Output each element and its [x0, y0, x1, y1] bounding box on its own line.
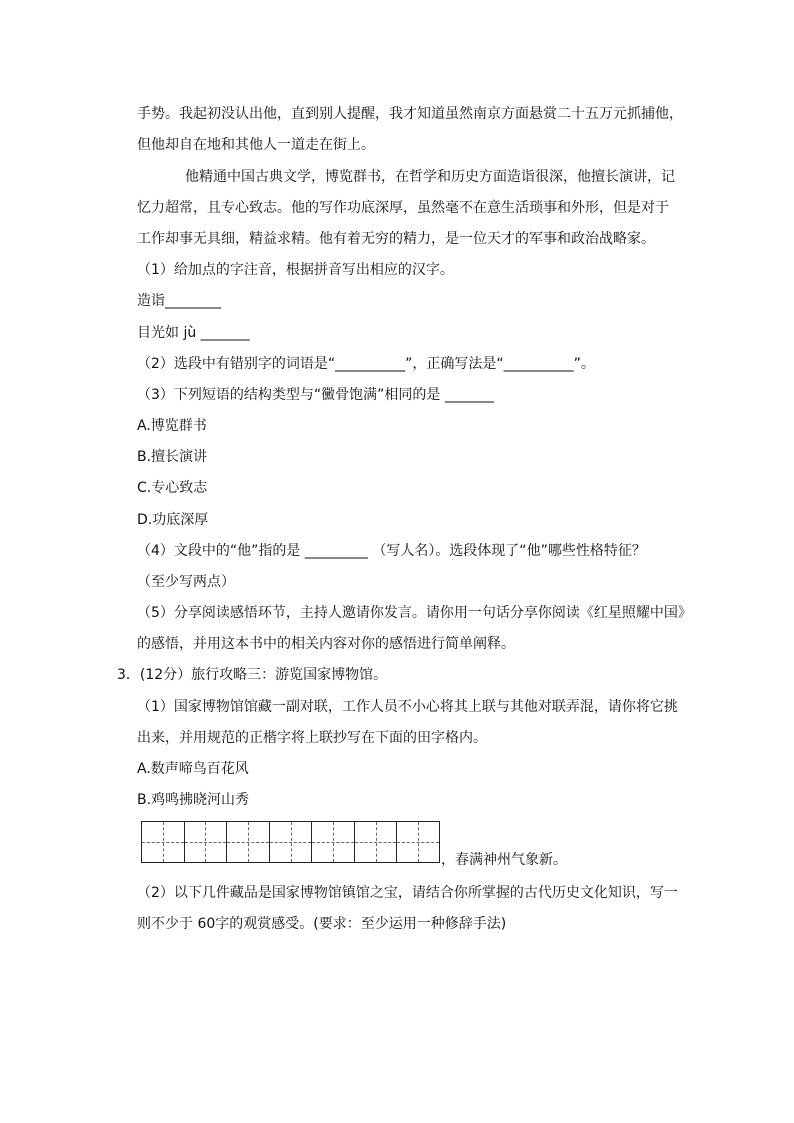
- passage-line: 手势。我起初没认出他，直到别人提醒，我才知道虽然南京方面悬赏二十五万元抓捕他，: [137, 106, 683, 122]
- sub-question-1: （1）国家博物馆馆藏一副对联，工作人员不小心将其上联与其他对联弄混，请你将它挑: [137, 699, 678, 715]
- sub-question-4: （4）文段中的“他”指的是 _________ （写人名）。选段体现了“他”哪些性格特征？: [137, 543, 646, 559]
- grid-cell[interactable]: [227, 822, 270, 862]
- fill-blank-item: 造诣________: [137, 293, 221, 309]
- sub-question-1-cont: 出来，并用规范的正楷字将上联抄写在下面的田字格内。: [137, 730, 487, 746]
- grid-cell[interactable]: [312, 822, 355, 862]
- sub-question-3: （3）下列短语的结构类型与“黴骨饱满”相同的是 _______: [137, 387, 494, 403]
- option-a: A.数声啼鸟百花风: [137, 761, 249, 777]
- option-b: B.擅长演讲: [137, 449, 208, 465]
- option-b: B.鸡鸣拂晓河山秀: [137, 792, 250, 808]
- grid-cell[interactable]: [185, 822, 228, 862]
- sub-question-2: （2）选段中有错别字的词语是“__________”，正确写法是“__________”。: [137, 356, 595, 372]
- option-d: D.功底深厚: [137, 512, 209, 528]
- passage-line: 但他却自在地和其他人一道走在街上。: [137, 137, 375, 153]
- option-a: A.博览群书: [137, 418, 207, 434]
- tianzige-writing-grid[interactable]: [141, 821, 440, 863]
- sub-question-2-cont: 则不少于 60字的观赏感受。(要求：至少运用一种修辞手法): [137, 916, 507, 932]
- question-heading: 3．(12分）旅行攻略三：游览国家博物馆。: [117, 667, 388, 683]
- passage-line: 他精通中国古典文学，博览群书，在哲学和历史方面造诣很深，他擅长演讲，记: [185, 169, 675, 185]
- grid-cell[interactable]: [355, 822, 398, 862]
- passage-line: 工作却事无具细，精益求精。他有着无穷的精力，是一位天才的军事和政治战略家。: [137, 231, 655, 247]
- sub-question-2: （2）以下几件藏品是国家博物馆镇馆之宝，请结合你所掌握的古代历史文化知识，写一: [137, 885, 678, 901]
- fill-blank-item: 目光如 jù _______: [137, 325, 250, 341]
- grid-cell[interactable]: [142, 822, 185, 862]
- couplet-lower-line: ，春满神州气象新。: [441, 852, 567, 868]
- option-c: C.专心致志: [137, 480, 208, 496]
- passage-line: 忆力超常，且专心致志。他的写作功底深厚，虽然毫不在意生活琐事和外形，但是对于: [137, 200, 669, 216]
- sub-question-5: （5）分享阅读感悟环节，主持人邀请你发言。请你用一句话分享你阅读《红星照耀中国》: [137, 605, 692, 621]
- grid-cell[interactable]: [397, 822, 439, 862]
- sub-question-4-cont: （至少写两点）: [137, 574, 235, 590]
- sub-question-5-cont: 的感悟，并用这本书中的相关内容对你的感悟进行简单阐释。: [137, 636, 515, 652]
- sub-question-1: （1）给加点的字注音，根据拼音写出相应的汉字。: [137, 262, 454, 278]
- grid-cell[interactable]: [270, 822, 313, 862]
